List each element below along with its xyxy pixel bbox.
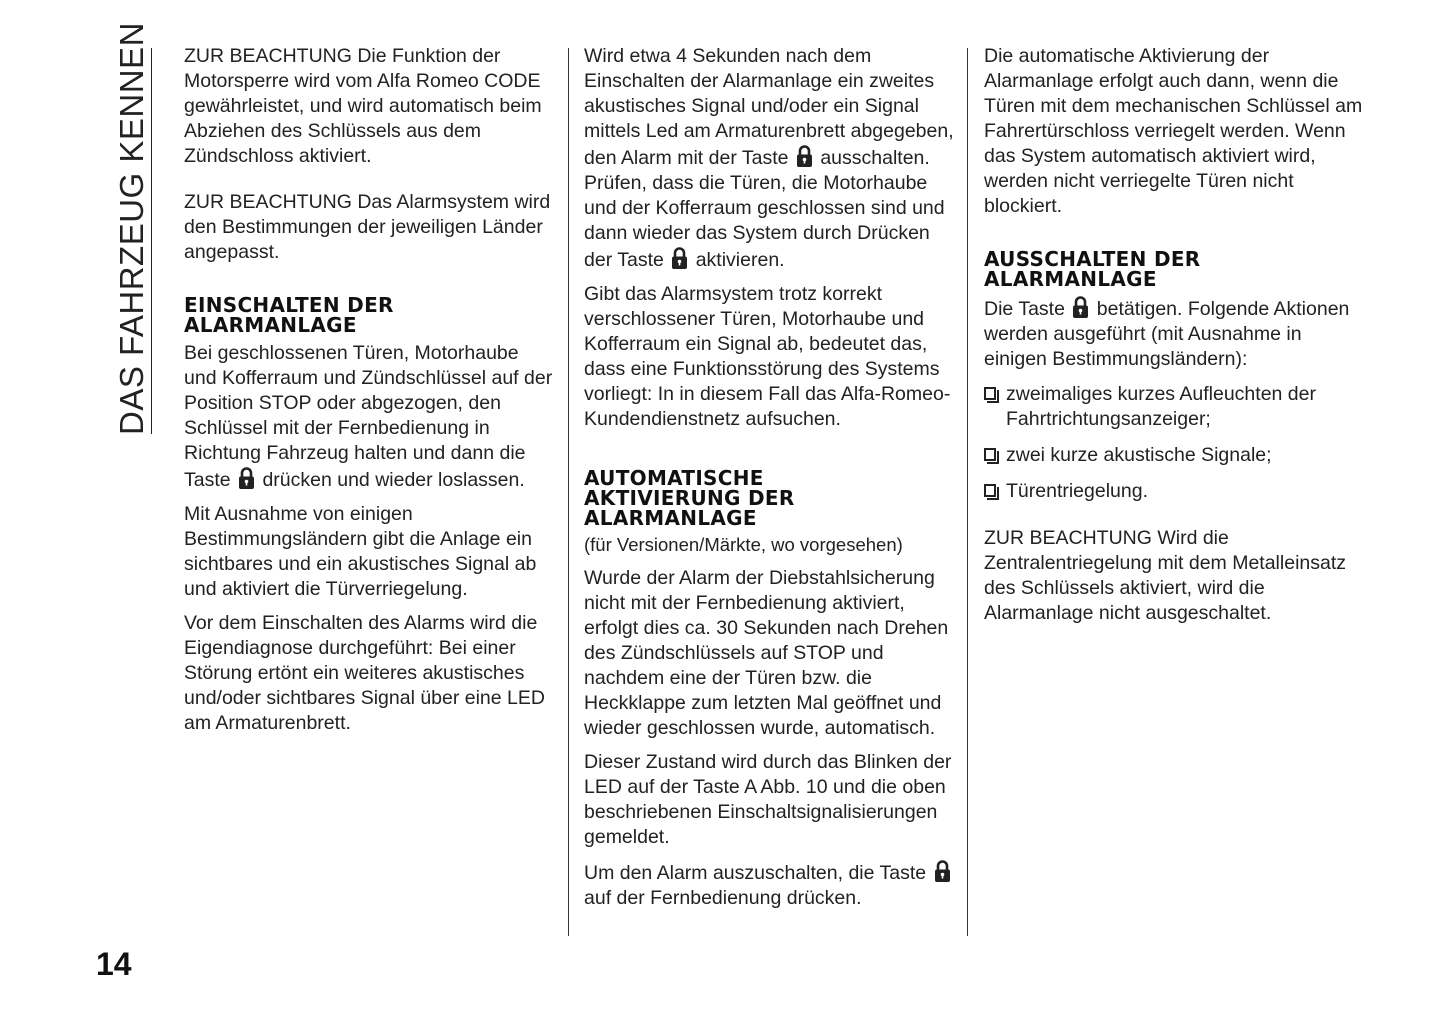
column-1: [184, 44, 554, 745]
paragraph-eigendiagnose: Vor dem Einschalten des Alarms wird die Eigendiagnose durchgeführt: Bei einer Störung ertönt ein weiteres akustisches und/oder sichtbares Signal über eine LED am Armaturenbrett.: [184, 612, 545, 734]
note-zentralentriegelung: ZUR BEACHTUNG Wird die Zentralentriegelung mit dem Metalleinsatz des Schlüssels aktiviert, wird die Alarmanlage nicht ausgeschaltet.: [984, 527, 1347, 624]
paragraph-blinken: Dieser Zustand wird durch das Blinken der LED auf der Taste A Abb. 10 und die oben beschriebenen Einschaltsignalisierungen gemeldet.: [584, 751, 952, 848]
checkbox-bullet-icon: [984, 448, 996, 461]
paragraph-funktionsstoerung: Gibt das Alarmsystem trotz korrekt verschlossener Türen, Motorhaube und Kofferraum ein Signal ab, bedeutet das, dass eine Funktionsstörung des Systems vorliegt: In in diesem Fall das Alfa-Romeo-Kundendienstnetz aufsuchen.: [584, 283, 951, 430]
column-divider-2: [967, 48, 968, 936]
column-3: [984, 44, 1364, 635]
paragraph-zweites-signal: Wird etwa 4 Sekunden nach dem Einschalten der Alarmanlage ein zweites akustisches Signal und/oder ein Signal mittels Led am Armaturenbrett abgegeben, den Alarm mit der Taste ausschalten. Prüfen, dass die Türen, die Motorhaube und der Kofferraum geschlossen sind und dann wieder das System durch Drücken der Taste aktivieren.: [584, 45, 954, 271]
note-motorsperre: ZUR BEACHTUNG Die Funktion der Motorsperre wird vom Alfa Romeo CODE gewährleistet, und wird automatisch beim Abziehen des Schlüssels aus dem Zündschloss aktiviert.: [184, 45, 542, 167]
column-divider-1: [568, 48, 569, 936]
page-number: 14: [96, 946, 132, 982]
list-item: zwei kurze akustische Signale;: [984, 443, 1364, 468]
paragraph-automatisch: Wurde der Alarm der Diebstahlsicherung nicht mit der Fernbedienung aktiviert, erfolgt dies ca. 30 Sekunden nach Drehen des Zündschlüssels auf STOP und nachdem eine der Türen bzw. die Heckklappe zum letzten Mal geöffnet und wieder geschlossen wurde, automatisch.: [584, 567, 949, 739]
action-list: [984, 382, 1364, 504]
checkbox-bullet-icon: [984, 484, 996, 497]
column-2: [584, 44, 954, 920]
paragraph-mechanischer-schluessel: Die automatische Aktivierung der Alarmanlage erfolgt auch dann, wenn die Türen mit dem mechanischen Schlüssel am Fahrertürschloss verriegelt werden. Wenn das System automatisch aktiviert wird, werden nicht verriegelte Türen nicht blockiert.: [984, 45, 1363, 217]
list-item: Türentriegelung.: [984, 479, 1364, 504]
paragraph-ausschalten-taste: Um den Alarm auszuschalten, die Taste auf der Fernbedienung drücken.: [584, 859, 954, 911]
paragraph-taste-betaetigen: Die Taste betätigen. Folgende Aktionen werden ausgeführt (mit Ausnahme in einigen Bestimmungsländern):: [984, 295, 1364, 372]
subheading-versionen: (für Versionen/Märkte, wo vorgesehen): [584, 534, 903, 555]
note-alarmsystem: ZUR BEACHTUNG Das Alarmsystem wird den Bestimmungen der jeweiligen Länder angepasst.: [184, 191, 551, 263]
padlock-icon: [934, 859, 951, 883]
paragraph-einschalten: Bei geschlossenen Türen, Motorhaube und Kofferraum und Zündschlüssel auf der Position STOP oder abgezogen, den Schlüssel mit der Fernbedienung in Richtung Fahrzeug halten und dann die Taste drücken und wieder loslassen.: [184, 342, 553, 491]
padlock-icon: [1072, 295, 1089, 319]
padlock-icon: [671, 246, 688, 270]
list-item: zweimaliges kurzes Aufleuchten der Fahrtrichtungsanzeiger;: [984, 382, 1364, 432]
heading-automatische-aktivierung: AUTOMATISCHE AKTIVIERUNG DER ALARMANLAGE: [584, 466, 795, 530]
heading-ausschalten: AUSSCHALTEN DER ALARMANLAGE: [984, 247, 1201, 291]
checkbox-bullet-icon: [984, 387, 996, 400]
heading-einschalten: EINSCHALTEN DER ALARMANLAGE: [184, 293, 394, 337]
paragraph-signal: Mit Ausnahme von einigen Bestimmungsländern gibt die Anlage ein sichtbares und ein akustisches Signal ab und aktiviert die Türverriegelung.: [184, 503, 537, 600]
padlock-icon: [796, 144, 813, 168]
padlock-icon: [238, 466, 255, 490]
section-title: DAS FAHRZEUG KENNEN: [113, 22, 150, 435]
side-divider: [151, 48, 152, 434]
